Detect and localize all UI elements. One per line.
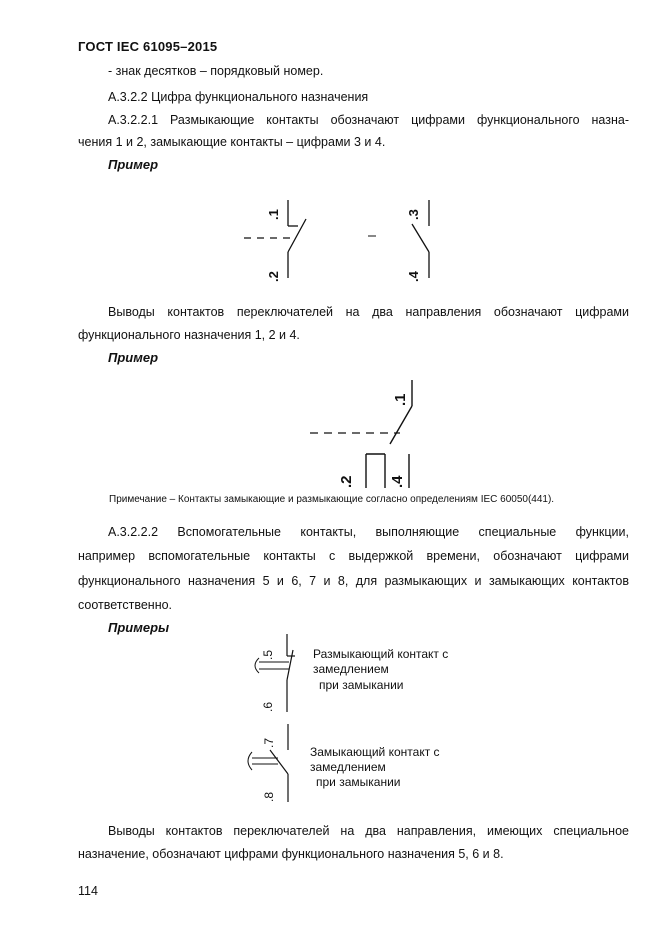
figure-caption: Замыкающий контакт с xyxy=(310,745,440,759)
page-number: 114 xyxy=(78,884,98,898)
paragraph-line: назначение, обозначают цифрами функционального назначения 5, 6 и 8. xyxy=(78,847,504,861)
figure-caption: замедлением xyxy=(310,760,386,774)
paragraph-line: А.3.2.2.1 Размыкающие контакты обозначают цифрами функционального назна- xyxy=(108,113,629,127)
section-heading: А.3.2.2 Цифра функционального назначения xyxy=(108,90,369,104)
figure-caption: при замыкании xyxy=(316,775,401,789)
terminal-label-2: .2 xyxy=(266,271,281,282)
figure-delayed-break-contact xyxy=(245,632,475,717)
note: Примечание – Контакты замыкающие и размыкающие согласно определениям IEC 60050(441). xyxy=(109,494,555,505)
paragraph-line: функционального назначения 5 и 6, 7 и 8, для размыкающих и замыкающих контактов xyxy=(78,574,629,588)
terminal-label-2: .2 xyxy=(338,475,355,488)
figure-changeover-contact xyxy=(310,376,430,491)
figure-caption: замедлением xyxy=(313,662,389,676)
terminal-label-8: .8 xyxy=(262,791,276,802)
figure-caption: при замыкании xyxy=(319,678,404,692)
paragraph-line: - знак десятков – порядковый номер. xyxy=(108,64,324,78)
example-label: Пример xyxy=(108,350,159,365)
terminal-label-1: .1 xyxy=(266,209,281,220)
paragraph-line: функционального назначения 1, 2 и 4. xyxy=(78,328,300,342)
terminal-label-4: .4 xyxy=(406,271,421,282)
paragraph-line: чения 1 и 2, замыкающие контакты – цифрами 3 и 4. xyxy=(78,135,386,149)
figure-contacts-basic xyxy=(236,194,436,284)
figure-2-drawing xyxy=(310,376,430,491)
terminal-label-3: .3 xyxy=(406,209,421,220)
example-label: Пример xyxy=(108,157,159,172)
terminal-label-1: .1 xyxy=(392,393,409,406)
figure-delayed-make-contact xyxy=(232,720,472,805)
terminal-label-4: .4 xyxy=(389,475,406,488)
paragraph-line: А.3.2.2.2 Вспомогательные контакты, выполняющие специальные функции, xyxy=(108,525,629,539)
paragraph-line: например вспомогательные контакты с выдержкой времени, обозначают цифрами xyxy=(78,549,629,563)
paragraph-line: Выводы контактов переключателей на два направления, имеющих специальное xyxy=(108,824,629,838)
figure-caption: Размыкающий контакт с xyxy=(313,647,449,661)
figure-3a-drawing xyxy=(245,632,305,717)
terminal-label-7: .7 xyxy=(262,737,276,748)
document-header: ГОСТ IEC 61095–2015 xyxy=(78,39,218,54)
paragraph-line: Выводы контактов переключателей на два направления обозначают цифрами xyxy=(108,305,629,319)
terminal-label-5: .5 xyxy=(261,649,275,660)
example-label: Примеры xyxy=(108,620,170,635)
paragraph-line: соответственно. xyxy=(78,598,173,612)
terminal-label-6: .6 xyxy=(261,701,275,712)
